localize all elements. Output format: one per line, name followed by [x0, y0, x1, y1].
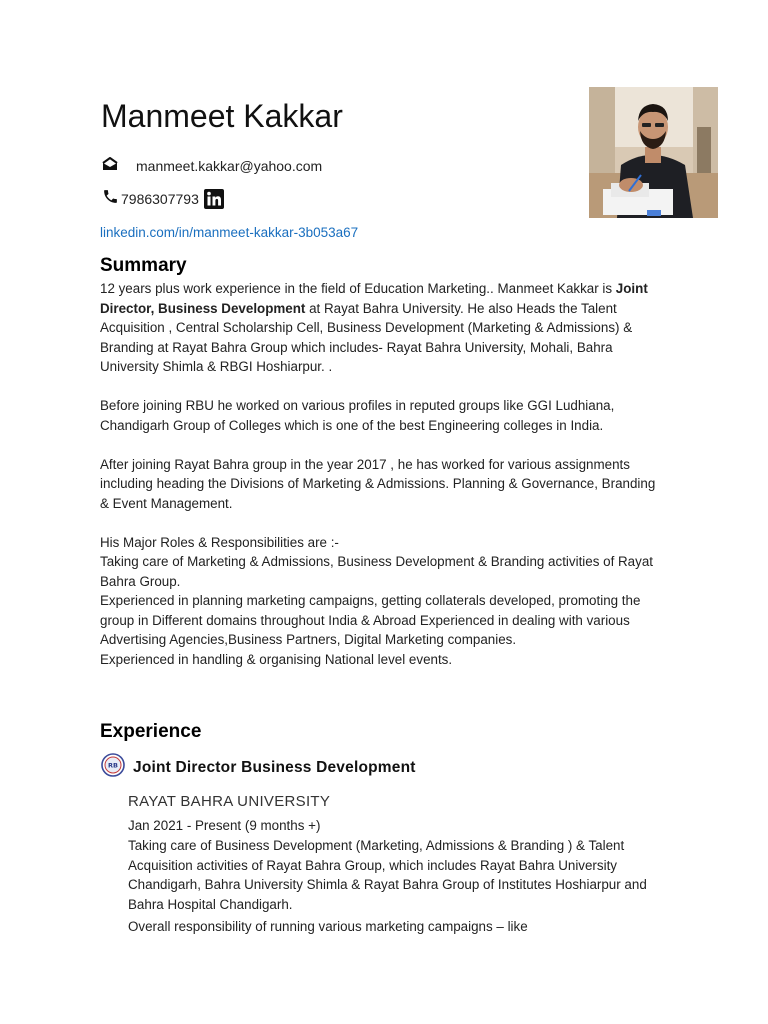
summary-heading: Summary	[100, 255, 187, 276]
company-name: RAYAT BAHRA UNIVERSITY	[128, 793, 331, 810]
svg-text:RB: RB	[108, 761, 118, 770]
job-description	[128, 836, 648, 937]
phone-row	[101, 187, 224, 211]
experience-item-header	[101, 753, 416, 782]
summary-text: 12 years plus work experience in the field of Education Marketing.. Manmeet Kakkar is	[100, 281, 616, 296]
summary-text: at Rayat Bahra University. He also Heads the Talent Acquisition , Central Scholarship Cell, Business Development (Marketing & Admissions) & Branding at Rayat Bahra Group which includes- Rayat Bahra University, Mohali, Bahra University Shimla & RBGI Hoshiarpur. .	[100, 300, 633, 374]
profile-photo	[589, 87, 718, 218]
phone-text[interactable]: 7986307793	[121, 191, 199, 207]
role-item: Taking care of Marketing & Admissions, Business Development & Branding activities of Rayat Bahra Group.	[100, 554, 653, 589]
envelope-icon	[101, 156, 119, 177]
profile-name: Manmeet Kakkar	[101, 98, 343, 134]
email-text[interactable]: manmeet.kakkar@yahoo.com	[136, 158, 323, 174]
job-dates: Jan 2021 - Present (9 months +)	[128, 818, 321, 833]
role-item: Experienced in planning marketing campaigns, getting collaterals developed, promoting the group in Different domains throughout India & Abroad Experienced in dealing with various Advertising Agencies,Business Partners, Digital Marketing companies.	[100, 593, 641, 647]
phone-icon	[101, 188, 120, 210]
job-description-text: Taking care of Business Development (Marketing, Admissions & Branding ) & Talent Acquisition activities of Rayat Bahra Group, which includes Rayat Bahra University Chandigarh, Bahra University Shimla & Rayat Bahra Group of Institutes Hoshiarpur and Bahra Hospital Chandigarh.	[128, 838, 647, 912]
roles-intro: His Major Roles & Responsibilities are :-	[100, 534, 339, 550]
university-logo-icon	[101, 753, 125, 782]
role-item: Experienced in handling & organising National level events.	[100, 651, 453, 667]
job-description-text: Overall responsibility of running various marketing campaigns – like	[128, 919, 528, 934]
current-role-highlight: Joint Director, Business Development	[100, 281, 648, 316]
experience-heading: Experience	[100, 721, 202, 742]
summary-paragraph-3: After joining Rayat Bahra group in the year 2017 , he has worked for various assignments including heading the Divisions of Marketing & Admissions. Planning & Governance, Branding & Event Management.	[100, 456, 656, 511]
linkedin-link[interactable]: linkedin.com/in/manmeet-kakkar-3b053a67	[100, 225, 359, 240]
job-title: Joint Director Business Development	[133, 758, 416, 776]
email-row	[101, 155, 322, 177]
summary-paragraph-2: Before joining RBU he worked on various profiles in reputed groups like GGI Ludhiana, Chandigarh Group of Colleges which is one of the best Engineering colleges in India.	[100, 398, 615, 433]
linkedin-icon[interactable]	[204, 189, 224, 209]
summary-paragraph-1	[100, 279, 660, 377]
summary-body	[100, 279, 660, 669]
